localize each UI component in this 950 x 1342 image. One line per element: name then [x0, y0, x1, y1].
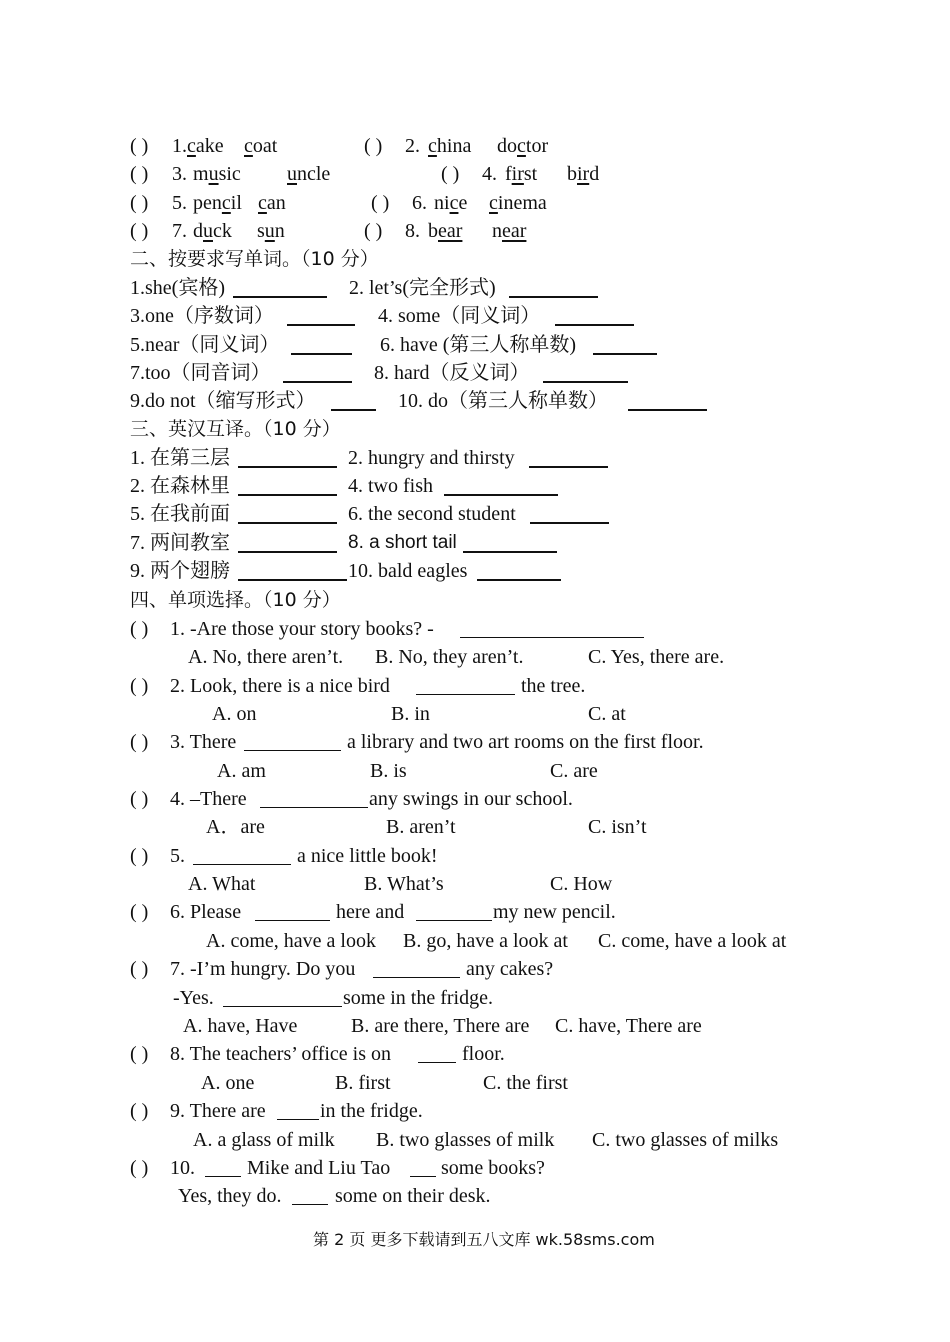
answer-blank[interactable] [283, 381, 352, 383]
option-b: B. What’s [364, 873, 444, 895]
option-b: B. go, have a look at [403, 930, 568, 952]
underlined-letters: ear [502, 220, 527, 242]
answer-blank[interactable] [593, 353, 657, 355]
answer-blank[interactable] [477, 579, 561, 581]
option-a: A．are [206, 816, 265, 838]
answer-paren[interactable]: ( ) [130, 675, 149, 697]
answer-blank[interactable] [233, 296, 327, 298]
answer-blank[interactable] [277, 1119, 319, 1120]
question-text: Mike and Liu Tao [247, 1157, 391, 1179]
word [193, 189, 242, 217]
option-c: C. come, have a look at [598, 930, 787, 952]
answer-blank[interactable] [460, 637, 644, 638]
word-part: hina [436, 135, 472, 157]
word-part: n [492, 220, 502, 242]
word-part: n [274, 220, 285, 242]
answer-paren[interactable]: ( ) [364, 135, 383, 157]
answer-blank[interactable] [410, 1176, 436, 1177]
question-text: any cakes? [466, 958, 554, 980]
prompt-text: 9. 两个翅膀 [130, 560, 230, 582]
answer-blank[interactable] [373, 977, 460, 978]
question-text: my new pencil. [493, 901, 616, 923]
item-number: 1. [172, 135, 187, 157]
prompt-text: 4. some（同义词） [378, 305, 541, 327]
answer-blank[interactable] [509, 296, 598, 298]
option-a: A. on [212, 703, 257, 725]
word-part: ncle [297, 163, 331, 185]
item-number: 4. [482, 163, 497, 185]
question-text: 6. Please [170, 901, 242, 923]
answer-paren[interactable]: ( ) [130, 731, 149, 753]
question-text: 4. –There [170, 788, 247, 810]
prompt-text: 1. 在第三层 [130, 447, 230, 469]
answer-paren[interactable]: ( ) [130, 163, 149, 185]
exam-page: ( ) 1. cake coat ( ) 2. china doctor ( ) 3. music uncle ( ) 4. first bird ( ) 5. pencil can ( ) 6. nice cinema ( ) 7. duck sun ( ) 8. bear near 二、按要求写单词。（10 分） 1.she(宾格) 2. let’s(完全形式) 3.one（序数词） 4. some（同义词） 5.near（同义词） 6. have (第三人称单数) 7.too（同音词） 8. hard（反义词） 9.do not（缩写形式） 10. do（第三人称单数） 三、英汉互译。（10 分） 1. 在第三层 2. hungry and thirsty 2. 在森林里 4. two fish 5. 在我前面 6. the second student 7. 两间教室 8. a short tail 9. 两个翅膀 10. bald eagles 四、单项选择。（10 分） ( ) 1. -Are those your story books? - A. No, there aren’t. B. No, they aren’t. C. Yes, there are. ( ) 2. Look, there is a nice bird the tree. A. on B. in C. at ( ) 3. There a library and two art rooms on the first floor. A. am B. is C. are ( ) 4. –There any swings in our school. A．are B. aren’t C. isn’t ( ) 5. a nice little book! A. What B. What’s C. How ( ) 6. Please here and my new pencil. A. come, have a look B. go, have a look at C. come, have a look at ( ) 7. -I’m hungry. Do you any cakes? -Yes. some in the fridge. A. have, Have B. are there, There are C. have, There are ( ) 8. The teachers’ office is on floor. A. one B. first C. the first ( ) 9. There are in the fridge. A. a glass of milk B. two glasses of milk C. two glasses of milks ( ) 10. Mike and Liu Tao some books? Yes, they do. some on their desk. 第 2 页 更多下载请到五八文库 wk.58sms.com [0, 0, 950, 1342]
question-text: 7. -I’m hungry. Do you [170, 958, 356, 980]
answer-blank[interactable] [416, 920, 492, 921]
question-text: a nice little book! [297, 845, 438, 867]
answer-paren[interactable]: ( ) [371, 192, 390, 214]
answer-blank[interactable] [291, 353, 352, 355]
underlined-letters: c [221, 192, 231, 214]
underlined-letters: c [489, 192, 498, 214]
item-number: 7. [172, 220, 187, 242]
answer-blank[interactable] [205, 1176, 241, 1177]
prompt-text: 6. the second student [348, 503, 516, 525]
word [492, 217, 526, 245]
option-b: B. aren’t [386, 816, 456, 838]
answer-blank[interactable] [223, 1006, 342, 1007]
word-part: f [505, 163, 512, 185]
prompt-text: 3.one（序数词） [130, 305, 274, 327]
word [193, 160, 241, 188]
answer-blank[interactable] [255, 920, 330, 921]
word-part: b [428, 220, 438, 242]
prompt-text: 5.near（同义词） [130, 334, 280, 356]
word [257, 217, 285, 245]
prompt-text: 5. 在我前面 [130, 503, 230, 525]
underlined-letters: c [449, 192, 459, 214]
question-text: 9. There are [170, 1100, 266, 1122]
word-part: st [523, 163, 538, 185]
answer-blank[interactable] [260, 807, 368, 808]
answer-blank[interactable] [418, 1062, 456, 1063]
underlined-letters: c [428, 135, 437, 157]
reply-text: -Yes. [173, 987, 214, 1009]
answer-blank[interactable] [193, 864, 291, 865]
answer-paren[interactable]: ( ) [130, 220, 149, 242]
answer-blank[interactable] [238, 494, 337, 496]
underlined-letters: ir [577, 163, 590, 185]
question-text: a library and two art rooms on the first floor. [347, 731, 704, 753]
word-part: pen [193, 192, 222, 214]
answer-blank[interactable] [287, 324, 355, 326]
underlined-letters: ir [511, 163, 524, 185]
item-number: 5. [172, 192, 187, 214]
option-a: A. have, Have [183, 1015, 298, 1037]
question-text: floor. [462, 1043, 505, 1065]
word [497, 132, 548, 160]
prompt-text: 1.she(宾格) [130, 277, 225, 299]
word-part: d [589, 163, 600, 185]
prompt-text: 2. hungry and thirsty [348, 447, 515, 469]
word-part: inema [497, 192, 547, 214]
answer-blank[interactable] [238, 551, 337, 553]
reply-text: some in the fridge. [343, 987, 493, 1009]
prompt-text: 2. 在森林里 [130, 475, 230, 497]
answer-blank[interactable] [555, 324, 634, 326]
item-number: 8. [405, 220, 420, 242]
answer-paren[interactable]: ( ) [130, 1100, 149, 1122]
underlined-letters: c [187, 135, 196, 157]
word-part: sic [218, 163, 241, 185]
word-part: oat [252, 135, 278, 157]
question-text: any swings in our school. [369, 788, 573, 810]
option-c: C. two glasses of milks [592, 1129, 779, 1151]
underlined-letters: u [264, 220, 275, 242]
answer-blank[interactable] [444, 494, 558, 496]
word [567, 160, 599, 188]
underlined-letters: c [258, 192, 267, 214]
prompt-text: 7.too（同音词） [130, 362, 271, 384]
word-part: e [458, 192, 468, 214]
prompt-text: 9.do not（缩写形式） [130, 390, 316, 412]
answer-paren[interactable]: ( ) [130, 192, 149, 214]
word-part: an [266, 192, 286, 214]
answer-blank[interactable] [628, 409, 707, 411]
word [287, 160, 330, 188]
option-a: A. come, have a look [206, 930, 376, 952]
answer-blank[interactable] [463, 551, 557, 553]
word-part: ni [434, 192, 450, 214]
option-b: B. No, they aren’t. [375, 646, 524, 668]
word-part: d [193, 220, 203, 242]
answer-blank[interactable] [416, 694, 515, 695]
word [187, 132, 224, 160]
answer-paren[interactable]: ( ) [130, 901, 149, 923]
option-a: A. No, there aren’t. [188, 646, 344, 668]
answer-blank[interactable] [238, 579, 347, 581]
option-c: C. isn’t [588, 816, 647, 838]
item-number: 2. [405, 135, 420, 157]
option-c: C. Yes, there are. [588, 646, 725, 668]
prompt-text: 8. hard（反义词） [374, 362, 530, 384]
question-text: in the fridge. [320, 1100, 423, 1122]
option-c: C. How [550, 873, 613, 895]
option-c: C. are [550, 760, 598, 782]
underlined-letters: u [203, 220, 213, 242]
word [489, 189, 547, 217]
reply-text: Yes, they do. [178, 1185, 282, 1207]
word-part: do [497, 135, 517, 157]
option-c: C. at [588, 703, 626, 725]
underlined-letters: u [287, 163, 297, 185]
word-part: s [257, 220, 265, 242]
word [244, 132, 277, 160]
prompt-text: 7. 两间教室 [130, 532, 230, 554]
reply-text: some on their desk. [335, 1185, 491, 1207]
answer-blank[interactable] [292, 1204, 328, 1205]
answer-blank[interactable] [244, 750, 341, 751]
option-b: B. two glasses of milk [376, 1129, 555, 1151]
word-part: ake [195, 135, 224, 157]
item-number: 3. [172, 163, 187, 185]
answer-blank[interactable] [331, 409, 376, 411]
word-part: ck [213, 220, 232, 242]
prompt-text: 6. have (第三人称单数) [380, 334, 577, 356]
word-part: m [193, 163, 209, 185]
underlined-letters: c [244, 135, 253, 157]
option-b: B. is [370, 760, 407, 782]
option-c: C. the first [483, 1072, 568, 1094]
question-text: the tree. [521, 675, 586, 697]
word [434, 189, 467, 217]
question-text: 3. There [170, 731, 237, 753]
option-b: B. first [335, 1072, 391, 1094]
word [258, 189, 286, 217]
word [505, 160, 537, 188]
question-text: 1. -Are those your story books? - [170, 618, 434, 640]
answer-paren[interactable]: ( ) [441, 163, 460, 185]
answer-blank[interactable] [530, 522, 609, 524]
option-a: A. a glass of milk [193, 1129, 335, 1151]
answer-paren[interactable]: ( ) [130, 1157, 149, 1179]
answer-paren[interactable]: ( ) [130, 845, 149, 867]
answer-paren[interactable]: ( ) [364, 220, 383, 242]
underlined-letters: ear [438, 220, 463, 242]
option-c: C. have, There are [555, 1015, 702, 1037]
question-text: 5. [170, 845, 185, 867]
answer-blank[interactable] [238, 522, 337, 524]
answer-paren[interactable]: ( ) [130, 958, 149, 980]
option-a: A. one [201, 1072, 255, 1094]
answer-paren[interactable]: ( ) [130, 1043, 149, 1065]
word-part: tor [525, 135, 549, 157]
answer-paren[interactable]: ( ) [130, 135, 149, 157]
item-number: 6. [412, 192, 427, 214]
question-text: here and [336, 901, 405, 923]
answer-blank[interactable] [543, 381, 628, 383]
prompt-text: 2. let’s(完全形式) [349, 277, 496, 299]
question-text: 10. [170, 1157, 195, 1179]
word [428, 217, 462, 245]
word-part: il [230, 192, 242, 214]
underlined-letters: c [517, 135, 526, 157]
prompt-text: 8. a short tail [348, 532, 457, 553]
question-text: 2. Look, there is a nice bird [170, 675, 390, 697]
prompt-text: 10. bald eagles [348, 560, 468, 582]
underlined-letters: u [208, 163, 219, 185]
answer-paren[interactable]: ( ) [130, 788, 149, 810]
prompt-text: 4. two fish [348, 475, 433, 497]
option-b: B. are there, There are [351, 1015, 530, 1037]
answer-paren[interactable]: ( ) [130, 618, 149, 640]
answer-blank[interactable] [238, 466, 337, 468]
option-a: A. am [217, 760, 266, 782]
word [193, 217, 232, 245]
word [428, 132, 471, 160]
option-a: A. What [188, 873, 256, 895]
question-text: some books? [441, 1157, 545, 1179]
option-b: B. in [391, 703, 430, 725]
word-part: b [567, 163, 577, 185]
answer-blank[interactable] [529, 466, 608, 468]
question-text: 8. The teachers’ office is on [170, 1043, 392, 1065]
prompt-text: 10. do（第三人称单数） [398, 390, 608, 412]
